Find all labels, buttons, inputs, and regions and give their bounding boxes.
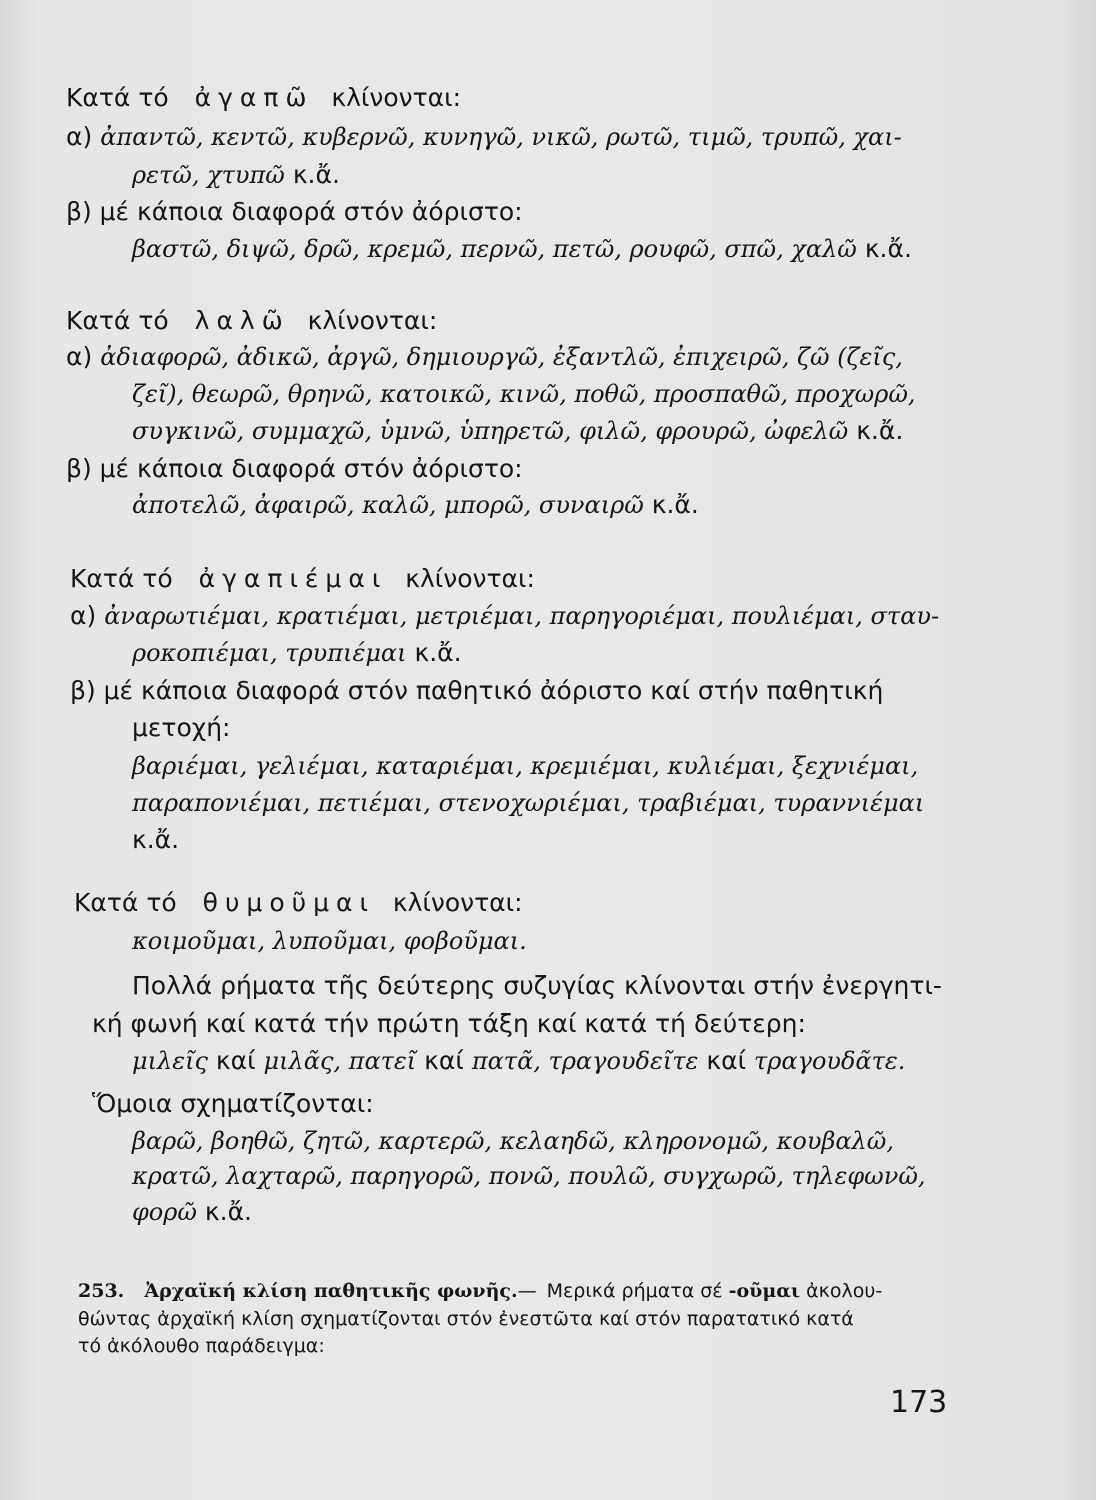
verb-list: ρετῶ, χτυπῶ [132, 161, 285, 189]
s2-b-line: β) μέ κάποια διαφορά στόν ἀόριστο: [66, 454, 523, 483]
footnote-suffix: -οῦμαι [728, 1280, 801, 1302]
s6-verbs3 [132, 1197, 252, 1227]
heading-prefix: Κατά τό [66, 306, 169, 335]
heading-lalo [66, 306, 437, 336]
example-verb: μιλεῖς [132, 1047, 208, 1075]
heading-thymoumai [74, 888, 523, 918]
s6-verbs2: κρατῶ, λαχταρῶ, παρηγορῶ, πονῶ, πουλῶ, συγχωρῶ, τηλεφωνῶ, [132, 1162, 926, 1190]
verb-list: φορῶ [132, 1198, 197, 1226]
heading-suffix: κλίνονται: [331, 83, 461, 112]
conjunction: καί [424, 1046, 464, 1075]
heading-keyword: ἀγαπιέμαι [198, 564, 388, 593]
s2-a-line3 [132, 416, 903, 446]
s3-b-line2: μετοχή: [132, 713, 231, 742]
heading-keyword: ἀγαπῶ [194, 83, 314, 112]
item-marker: α) [66, 342, 93, 371]
heading-agapo [66, 83, 461, 113]
s5-para-line2: κή φωνή καί κατά τήν πρώτη τάξη καί κατά τή δεύτερη: [92, 1009, 806, 1038]
verb-list: ἀποτελῶ, ἀφαιρῶ, καλῶ, μπορῶ, συναιρῶ [132, 491, 644, 519]
s2-a-line1 [66, 342, 903, 372]
s3-b-line1: β) μέ κάποια διαφορά στόν παθητικό ἀόριστο καί στήν παθητική [70, 676, 884, 705]
heading-agapiemai [70, 564, 535, 594]
s1-b-verbs [132, 234, 912, 264]
heading-suffix: κλίνονται: [392, 888, 523, 917]
s6-heading: Ὅμοια σχηματίζονται: [92, 1089, 374, 1118]
s1-a-line1 [66, 122, 902, 152]
heading-suffix: κλίνονται: [405, 564, 535, 593]
example-verb: τραγουδᾶτε. [754, 1047, 906, 1075]
page-number: 173 [890, 1385, 948, 1420]
abbrev: κ.ἄ. [204, 1197, 252, 1226]
footnote-text: ἀκολου- [806, 1280, 883, 1302]
footnote-title: Ἀρχαϊκή κλίση παθητικῆς φωνῆς. [144, 1280, 518, 1302]
conjunction: καί [706, 1046, 747, 1075]
example-verb: πατᾶ, τραγουδεῖτε [471, 1047, 699, 1075]
abbrev: κ.ἄ. [651, 490, 699, 519]
conjunction: καί [215, 1046, 256, 1075]
s3-b-verbs1: βαριέμαι, γελιέμαι, καταριέμαι, κρεμιέμαι, κυλιέμαι, ξεχνιέμαι, [132, 752, 919, 780]
s2-a-line2: ζεῖ), θεωρῶ, θρηνῶ, κατοικῶ, κινῶ, ποθῶ, προσπαθῶ, προχωρῶ, [132, 380, 916, 408]
s5-examples [132, 1046, 905, 1076]
s5-para-line1: Πολλά ρήματα τῆς δεύτερης συζυγίας κλίνονται στήν ἐνεργητι- [132, 971, 942, 1000]
item-marker: α) [66, 122, 93, 151]
s1-a-line2 [132, 160, 340, 190]
heading-prefix: Κατά τό [66, 83, 169, 112]
s4-verbs: κοιμοῦμαι, λυποῦμαι, φοβοῦμαι. [132, 927, 527, 955]
s3-a-line1 [70, 601, 939, 631]
abbrev: κ.ἄ. [292, 160, 340, 189]
verb-list: βαστῶ, διψῶ, δρῶ, κρεμῶ, περνῶ, πετῶ, ρουφῶ, σπῶ, χαλῶ [132, 235, 857, 263]
s3-a-line2 [132, 638, 462, 668]
heading-prefix: Κατά τό [74, 888, 177, 917]
verb-list: ροκοπιέμαι, τρυπιέμαι [132, 639, 407, 667]
item-marker: α) [70, 601, 97, 630]
heading-suffix: κλίνονται: [307, 306, 438, 335]
s3-b-verbs2: παραπονιέμαι, πετιέμαι, στενοχωριέμαι, τραβιέμαι, τυραννιέμαι [132, 789, 925, 817]
verb-list: ἀναρωτιέμαι, κρατιέμαι, μετριέμαι, παρηγοριέμαι, πουλιέμαι, σταυ- [104, 602, 940, 630]
verb-list: ἀδιαφορῶ, ἀδικῶ, ἀργῶ, δημιουργῶ, ἐξαντλῶ, ἐπιχειρῶ, ζῶ (ζεῖς, [100, 343, 903, 371]
footnote-line3: τό ἀκόλουθο παράδειγμα: [78, 1335, 325, 1357]
example-verb: μιλᾶς, πατεῖ [263, 1047, 417, 1075]
verb-list: ἀπαντῶ, κεντῶ, κυβερνῶ, κυνηγῶ, νικῶ, ρωτῶ, τιμῶ, τρυπῶ, χαι- [100, 123, 902, 151]
s3-b-end: κ.ἄ. [132, 825, 180, 854]
footnote-line2: θώντας ἀρχαϊκή κλίση σχηματίζονται στόν ἐνεστῶτα καί στόν παρατατικό κατά [78, 1308, 854, 1330]
heading-prefix: Κατά τό [70, 564, 173, 593]
abbrev: κ.ἄ. [856, 416, 904, 445]
abbrev: κ.ἄ. [864, 234, 912, 263]
heading-keyword: θυμοῦμαι [202, 888, 375, 917]
footnote-line1 [78, 1279, 882, 1303]
s6-verbs1: βαρῶ, βοηθῶ, ζητῶ, καρτερῶ, κελαηδῶ, κληρονομῶ, κουβαλῶ, [132, 1127, 894, 1155]
verb-list: συγκινῶ, συμμαχῶ, ὑμνῶ, ὑπηρετῶ, φιλῶ, φρουρῶ, ὠφελῶ [132, 417, 849, 445]
footnote-number: 253. [78, 1280, 125, 1302]
footnote-text: Μερικά ρήματα σέ [546, 1280, 723, 1302]
abbrev: κ.ἄ. [414, 638, 462, 667]
footnote-dash: — [517, 1280, 537, 1302]
s2-b-verbs [132, 490, 699, 520]
heading-keyword: λαλῶ [194, 306, 290, 335]
s1-b-line: β) μέ κάποια διαφορά στόν ἀόριστο: [66, 197, 523, 226]
